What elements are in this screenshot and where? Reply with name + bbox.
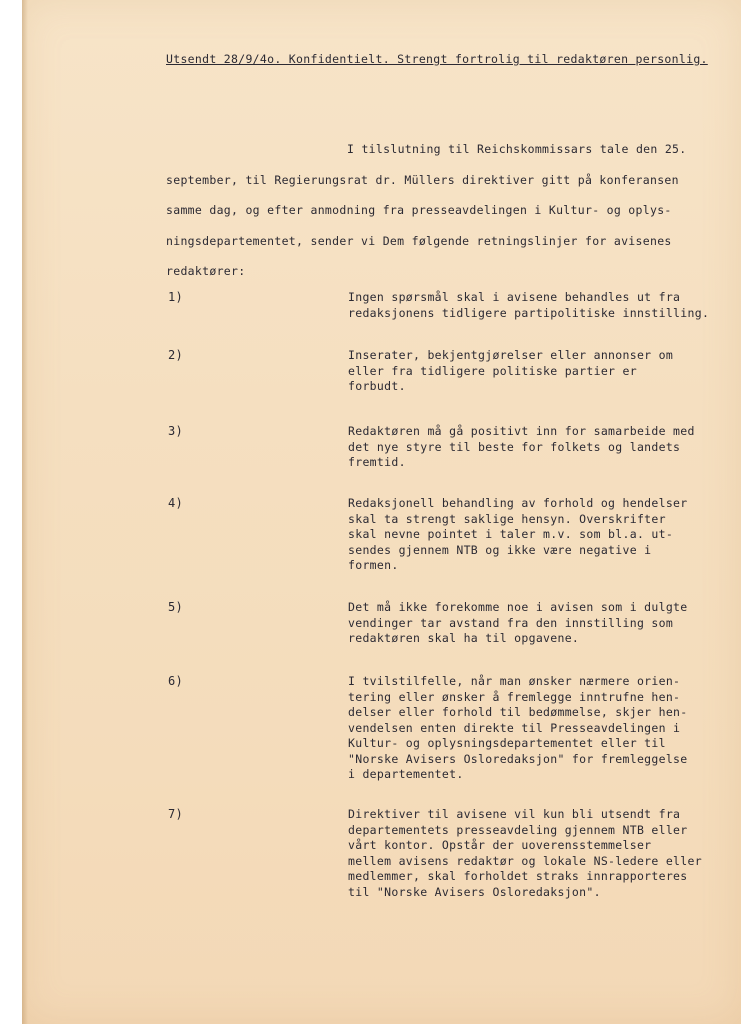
directive-text: Redaktøren må gå positivt inn for samarbeide med det nye styre til beste for folkets og landets fremtid. (348, 424, 695, 469)
intro-paragraph (166, 141, 726, 294)
directive-number: 1) (168, 290, 184, 304)
directive-text: I tvilstilfelle, når man ønsker nærmere orien- tering eller ønsker å fremlegge inntrufne hen- delser eller forhold til bedømmelse, skjer hen- vendelsen enten direkte til Presseavdelingen i Kultur- og oplysningsdepartementet eller til "Norske Avisers Osloredaksjon" for fremleggelse i departementet. (348, 674, 688, 781)
intro-line: september, til Regierungsrat dr. Müllers direktiver gitt på konferansen (166, 172, 679, 187)
letter-header: Utsendt 28/9/4o. Konfidentielt. Strengt fortrolig til redaktøren personlig. (166, 52, 708, 66)
intro-line: ningsdepartementet, sender vi Dem følgende retningslinjer for avisenes (166, 233, 672, 248)
directive-text: Det må ikke forekomme noe i avisen som i dulgte vendinger tar avstand fra den innstilling som redaktøren skal ha til opgavene. (348, 600, 688, 645)
directive-text: Inserater, bekjentgjørelser eller annonser om eller fra tidligere politiske partier er forbudt. (348, 348, 674, 393)
intro-line: I tilslutning til Reichskommissars tale den 25. (347, 142, 687, 156)
intro-line: samme dag, og efter anmodning fra presseavdelingen i Kultur- og oplys- (166, 203, 672, 217)
directive-text: Ingen spørsmål skal i avisene behandles ut fra redaksjonens tidligere partipolitiske innstilling. (348, 290, 710, 320)
directive-text: Redaksjonell behandling av forhold og hendelser skal ta strengt saklige hensyn. Overskrifter skal nevne pointet i taler m.v. som bl.a. ut- sendes gjennem NTB og ikke være negative i formen. (348, 496, 688, 572)
intro-line: redaktører: (166, 264, 246, 278)
directive-number: 4) (168, 496, 184, 510)
directive-number: 7) (168, 807, 184, 821)
directive-number: 5) (168, 600, 184, 614)
directive-number: 2) (168, 348, 184, 362)
directive-number: 6) (168, 674, 184, 688)
directive-number: 3) (168, 424, 184, 438)
directive-text: Direktiver til avisene vil kun bli utsendt fra departementets presseavdeling gjennem NTB eller vårt kontor. Opstår der uoverensstemmelser mellem avisens redaktør og lokale NS-ledere eller medlemmer, skal forholdet straks innrapporteres til "Norske Avisers Osloredaksjon". (348, 807, 702, 899)
